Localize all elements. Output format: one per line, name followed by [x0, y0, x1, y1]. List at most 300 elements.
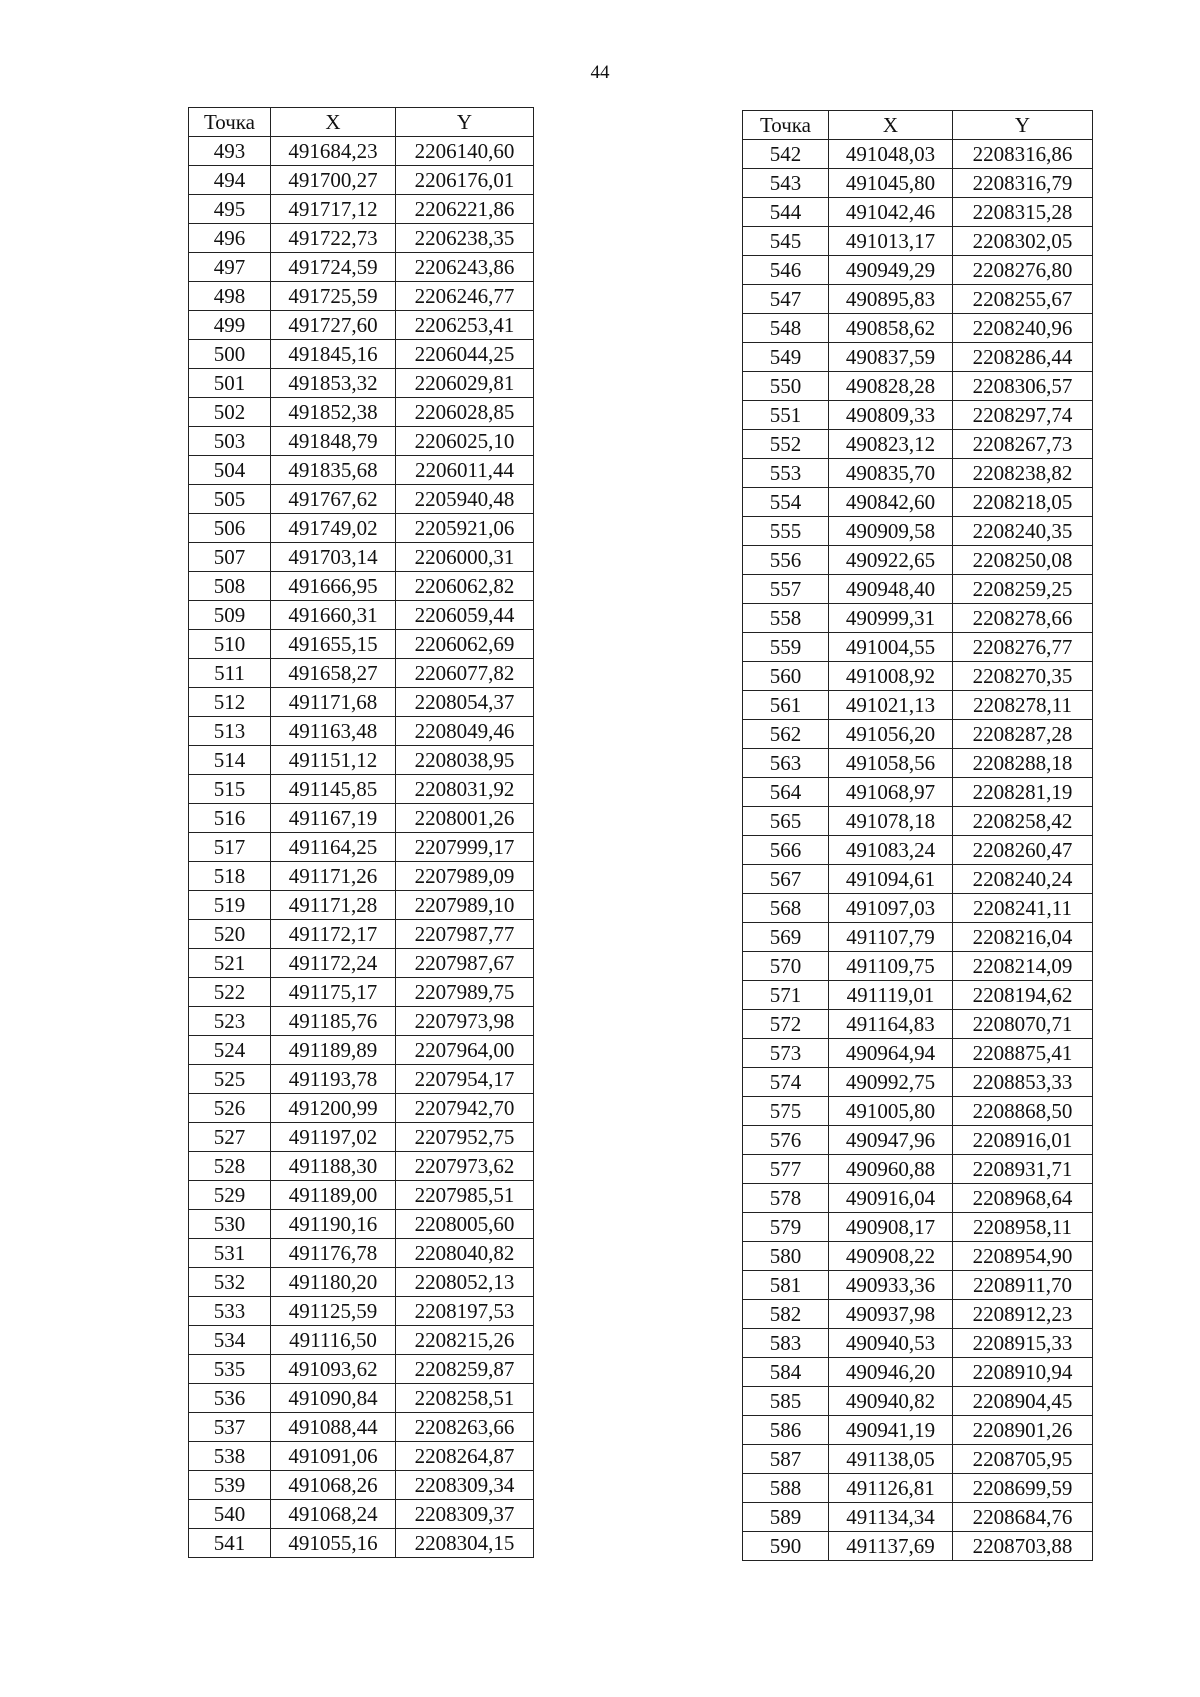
point-cell: 578: [743, 1184, 829, 1213]
table-row: [189, 253, 534, 282]
y-cell: 2206028,85: [396, 398, 534, 427]
point-cell: 519: [189, 891, 271, 920]
x-cell: 491200,99: [271, 1094, 396, 1123]
table-row: [743, 1271, 1093, 1300]
y-cell: 2208316,86: [953, 140, 1093, 169]
y-cell: 2208005,60: [396, 1210, 534, 1239]
table-row: [189, 1355, 534, 1384]
header-x: X: [271, 108, 396, 137]
y-cell: 2207973,98: [396, 1007, 534, 1036]
point-cell: 511: [189, 659, 271, 688]
table-row: [743, 546, 1093, 575]
x-cell: 491116,50: [271, 1326, 396, 1355]
point-cell: 535: [189, 1355, 271, 1384]
table-row: [743, 1503, 1093, 1532]
x-cell: 491137,69: [829, 1532, 953, 1561]
table-row: [743, 952, 1093, 981]
y-cell: 2208286,44: [953, 343, 1093, 372]
x-cell: 490908,17: [829, 1213, 953, 1242]
table-row: [189, 920, 534, 949]
x-cell: 490941,19: [829, 1416, 953, 1445]
y-cell: 2208194,62: [953, 981, 1093, 1010]
table-row: [189, 891, 534, 920]
point-cell: 517: [189, 833, 271, 862]
y-cell: 2208276,80: [953, 256, 1093, 285]
x-cell: 491056,20: [829, 720, 953, 749]
table-row: [189, 514, 534, 543]
x-cell: 490937,98: [829, 1300, 953, 1329]
point-cell: 565: [743, 807, 829, 836]
table-row: [743, 894, 1093, 923]
x-cell: 491172,24: [271, 949, 396, 978]
y-cell: 2208240,96: [953, 314, 1093, 343]
y-cell: 2208255,67: [953, 285, 1093, 314]
x-cell: 490940,82: [829, 1387, 953, 1416]
point-cell: 553: [743, 459, 829, 488]
x-cell: 491048,03: [829, 140, 953, 169]
x-cell: 491119,01: [829, 981, 953, 1010]
table-row: [743, 1184, 1093, 1213]
point-cell: 495: [189, 195, 271, 224]
y-cell: 2208853,33: [953, 1068, 1093, 1097]
point-cell: 576: [743, 1126, 829, 1155]
x-cell: 490842,60: [829, 488, 953, 517]
x-cell: 491004,55: [829, 633, 953, 662]
point-cell: 544: [743, 198, 829, 227]
point-cell: 582: [743, 1300, 829, 1329]
table-row: [189, 1094, 534, 1123]
table-row: [743, 343, 1093, 372]
point-cell: 558: [743, 604, 829, 633]
table-row: [743, 459, 1093, 488]
y-cell: 2208868,50: [953, 1097, 1093, 1126]
header-point: Точка: [743, 111, 829, 140]
x-cell: 490933,36: [829, 1271, 953, 1300]
x-cell: 490947,96: [829, 1126, 953, 1155]
point-cell: 563: [743, 749, 829, 778]
point-cell: 539: [189, 1471, 271, 1500]
point-cell: 586: [743, 1416, 829, 1445]
table-row: [743, 778, 1093, 807]
x-cell: 491660,31: [271, 601, 396, 630]
point-cell: 536: [189, 1384, 271, 1413]
y-cell: 2208258,51: [396, 1384, 534, 1413]
y-cell: 2208259,87: [396, 1355, 534, 1384]
point-cell: 543: [743, 169, 829, 198]
point-cell: 570: [743, 952, 829, 981]
table-row: [189, 340, 534, 369]
point-cell: 533: [189, 1297, 271, 1326]
x-cell: 490916,04: [829, 1184, 953, 1213]
y-cell: 2208931,71: [953, 1155, 1093, 1184]
table-row: [189, 137, 534, 166]
y-cell: 2206221,86: [396, 195, 534, 224]
x-cell: 491725,59: [271, 282, 396, 311]
x-cell: 491164,25: [271, 833, 396, 862]
x-cell: 491185,76: [271, 1007, 396, 1036]
table-row: [743, 691, 1093, 720]
x-cell: 491090,84: [271, 1384, 396, 1413]
y-cell: 2206077,82: [396, 659, 534, 688]
x-cell: 491097,03: [829, 894, 953, 923]
y-cell: 2208278,11: [953, 691, 1093, 720]
table-row: [743, 1445, 1093, 1474]
point-cell: 524: [189, 1036, 271, 1065]
x-cell: 491749,02: [271, 514, 396, 543]
x-cell: 490946,20: [829, 1358, 953, 1387]
table-row: [189, 1529, 534, 1558]
y-cell: 2207999,17: [396, 833, 534, 862]
table-row: [743, 981, 1093, 1010]
table-row: [189, 775, 534, 804]
table-row: [743, 401, 1093, 430]
point-cell: 560: [743, 662, 829, 691]
x-cell: 491655,15: [271, 630, 396, 659]
point-cell: 509: [189, 601, 271, 630]
point-cell: 548: [743, 314, 829, 343]
table-row: [189, 601, 534, 630]
x-cell: 490809,33: [829, 401, 953, 430]
point-cell: 493: [189, 137, 271, 166]
x-cell: 490949,29: [829, 256, 953, 285]
y-cell: 2208197,53: [396, 1297, 534, 1326]
point-cell: 556: [743, 546, 829, 575]
table-row: [189, 166, 534, 195]
table-row: [189, 949, 534, 978]
point-cell: 549: [743, 343, 829, 372]
point-cell: 583: [743, 1329, 829, 1358]
table-row: [189, 543, 534, 572]
y-cell: 2208287,28: [953, 720, 1093, 749]
table-row: [743, 285, 1093, 314]
table-row: [743, 633, 1093, 662]
point-cell: 504: [189, 456, 271, 485]
point-cell: 520: [189, 920, 271, 949]
x-cell: 491845,16: [271, 340, 396, 369]
point-cell: 568: [743, 894, 829, 923]
y-cell: 2208031,92: [396, 775, 534, 804]
y-cell: 2208267,73: [953, 430, 1093, 459]
point-cell: 528: [189, 1152, 271, 1181]
table-row: [189, 1065, 534, 1094]
y-cell: 2208705,95: [953, 1445, 1093, 1474]
point-cell: 500: [189, 340, 271, 369]
y-cell: 2205921,06: [396, 514, 534, 543]
table-row: [743, 256, 1093, 285]
point-cell: 577: [743, 1155, 829, 1184]
x-cell: 491091,06: [271, 1442, 396, 1471]
x-cell: 491853,32: [271, 369, 396, 398]
table-row: [743, 1242, 1093, 1271]
point-cell: 494: [189, 166, 271, 195]
point-cell: 501: [189, 369, 271, 398]
y-cell: 2208218,05: [953, 488, 1093, 517]
point-cell: 541: [189, 1529, 271, 1558]
y-cell: 2205940,48: [396, 485, 534, 514]
point-cell: 498: [189, 282, 271, 311]
point-cell: 542: [743, 140, 829, 169]
x-cell: 490922,65: [829, 546, 953, 575]
point-cell: 502: [189, 398, 271, 427]
point-cell: 507: [189, 543, 271, 572]
y-cell: 2208915,33: [953, 1329, 1093, 1358]
point-cell: 546: [743, 256, 829, 285]
point-cell: 575: [743, 1097, 829, 1126]
table-row: [743, 1213, 1093, 1242]
table-row: [189, 688, 534, 717]
x-cell: 491189,00: [271, 1181, 396, 1210]
x-cell: 491134,34: [829, 1503, 953, 1532]
table-row: [189, 282, 534, 311]
x-cell: 491188,30: [271, 1152, 396, 1181]
y-cell: 2208038,95: [396, 746, 534, 775]
point-cell: 567: [743, 865, 829, 894]
x-cell: 491180,20: [271, 1268, 396, 1297]
x-cell: 490964,94: [829, 1039, 953, 1068]
y-cell: 2207989,10: [396, 891, 534, 920]
point-cell: 555: [743, 517, 829, 546]
point-cell: 584: [743, 1358, 829, 1387]
point-cell: 532: [189, 1268, 271, 1297]
y-cell: 2208901,26: [953, 1416, 1093, 1445]
table-row: [743, 720, 1093, 749]
point-cell: 572: [743, 1010, 829, 1039]
table-row: [189, 1471, 534, 1500]
y-cell: 2208904,45: [953, 1387, 1093, 1416]
x-cell: 491163,48: [271, 717, 396, 746]
table-row: [743, 604, 1093, 633]
point-cell: 564: [743, 778, 829, 807]
x-cell: 491125,59: [271, 1297, 396, 1326]
point-cell: 557: [743, 575, 829, 604]
x-cell: 491193,78: [271, 1065, 396, 1094]
header-point: Точка: [189, 108, 271, 137]
x-cell: 491835,68: [271, 456, 396, 485]
table-row: [189, 1326, 534, 1355]
x-cell: 490837,59: [829, 343, 953, 372]
table-row: [743, 169, 1093, 198]
table-row: [743, 1126, 1093, 1155]
y-cell: 2208684,76: [953, 1503, 1093, 1532]
x-cell: 490999,31: [829, 604, 953, 633]
table-row: [743, 1300, 1093, 1329]
x-cell: 491164,83: [829, 1010, 953, 1039]
x-cell: 491078,18: [829, 807, 953, 836]
point-cell: 530: [189, 1210, 271, 1239]
x-cell: 491145,85: [271, 775, 396, 804]
point-cell: 559: [743, 633, 829, 662]
x-cell: 491684,23: [271, 137, 396, 166]
point-cell: 521: [189, 949, 271, 978]
x-cell: 491021,13: [829, 691, 953, 720]
x-cell: 491093,62: [271, 1355, 396, 1384]
y-cell: 2208316,79: [953, 169, 1093, 198]
y-cell: 2208216,04: [953, 923, 1093, 952]
y-cell: 2208309,34: [396, 1471, 534, 1500]
table-row: [743, 923, 1093, 952]
y-cell: 2208052,13: [396, 1268, 534, 1297]
table-row: [743, 749, 1093, 778]
y-cell: 2208278,66: [953, 604, 1093, 633]
y-cell: 2208309,37: [396, 1500, 534, 1529]
point-cell: 505: [189, 485, 271, 514]
point-cell: 590: [743, 1532, 829, 1561]
y-cell: 2207964,00: [396, 1036, 534, 1065]
y-cell: 2206062,82: [396, 572, 534, 601]
y-cell: 2208258,42: [953, 807, 1093, 836]
x-cell: 491088,44: [271, 1413, 396, 1442]
x-cell: 490940,53: [829, 1329, 953, 1358]
x-cell: 491167,19: [271, 804, 396, 833]
point-cell: 579: [743, 1213, 829, 1242]
table-row: [189, 1210, 534, 1239]
y-cell: 2208954,90: [953, 1242, 1093, 1271]
table-row: [189, 978, 534, 1007]
y-cell: 2207989,09: [396, 862, 534, 891]
point-cell: 506: [189, 514, 271, 543]
x-cell: 491172,17: [271, 920, 396, 949]
x-cell: 491005,80: [829, 1097, 953, 1126]
point-cell: 515: [189, 775, 271, 804]
x-cell: 491703,14: [271, 543, 396, 572]
x-cell: 491107,79: [829, 923, 953, 952]
y-cell: 2206062,69: [396, 630, 534, 659]
x-cell: 491176,78: [271, 1239, 396, 1268]
x-cell: 490948,40: [829, 575, 953, 604]
x-cell: 491068,24: [271, 1500, 396, 1529]
x-cell: 491722,73: [271, 224, 396, 253]
x-cell: 490909,58: [829, 517, 953, 546]
y-cell: 2208260,47: [953, 836, 1093, 865]
point-cell: 499: [189, 311, 271, 340]
table-row: [189, 427, 534, 456]
x-cell: 491058,56: [829, 749, 953, 778]
table-row: [743, 430, 1093, 459]
table-row: [189, 485, 534, 514]
point-cell: 551: [743, 401, 829, 430]
y-cell: 2208241,11: [953, 894, 1093, 923]
table-row: [189, 1181, 534, 1210]
point-cell: 513: [189, 717, 271, 746]
y-cell: 2208304,15: [396, 1529, 534, 1558]
point-cell: 503: [189, 427, 271, 456]
point-cell: 569: [743, 923, 829, 952]
x-cell: 491727,60: [271, 311, 396, 340]
table-row: [189, 862, 534, 891]
x-cell: 490835,70: [829, 459, 953, 488]
point-cell: 527: [189, 1123, 271, 1152]
point-cell: 508: [189, 572, 271, 601]
table-row: [743, 1039, 1093, 1068]
y-cell: 2208910,94: [953, 1358, 1093, 1387]
x-cell: 491171,26: [271, 862, 396, 891]
table-row: [189, 572, 534, 601]
table-row: [743, 314, 1093, 343]
x-cell: 491171,68: [271, 688, 396, 717]
point-cell: 497: [189, 253, 271, 282]
table-row: [743, 198, 1093, 227]
x-cell: 491767,62: [271, 485, 396, 514]
y-cell: 2207942,70: [396, 1094, 534, 1123]
point-cell: 561: [743, 691, 829, 720]
y-cell: 2208306,57: [953, 372, 1093, 401]
y-cell: 2207952,75: [396, 1123, 534, 1152]
table-row: [743, 1387, 1093, 1416]
y-cell: 2208054,37: [396, 688, 534, 717]
y-cell: 2208259,25: [953, 575, 1093, 604]
table-row: [743, 140, 1093, 169]
table-row: [189, 369, 534, 398]
coordinates-table-right: [742, 110, 1093, 1561]
y-cell: 2208302,05: [953, 227, 1093, 256]
point-cell: 562: [743, 720, 829, 749]
header-y: Y: [953, 111, 1093, 140]
y-cell: 2208916,01: [953, 1126, 1093, 1155]
page-number: 44: [590, 62, 610, 83]
x-cell: 491197,02: [271, 1123, 396, 1152]
point-cell: 566: [743, 836, 829, 865]
x-cell: 491175,17: [271, 978, 396, 1007]
header-row: [189, 108, 534, 137]
table-row: [189, 659, 534, 688]
y-cell: 2206000,31: [396, 543, 534, 572]
x-cell: 491138,05: [829, 1445, 953, 1474]
x-cell: 491190,16: [271, 1210, 396, 1239]
x-cell: 491724,59: [271, 253, 396, 282]
x-cell: 491126,81: [829, 1474, 953, 1503]
table-row: [189, 398, 534, 427]
y-cell: 2208958,11: [953, 1213, 1093, 1242]
table-row: [743, 372, 1093, 401]
x-cell: 491013,17: [829, 227, 953, 256]
point-cell: 531: [189, 1239, 271, 1268]
y-cell: 2208264,87: [396, 1442, 534, 1471]
point-cell: 518: [189, 862, 271, 891]
point-cell: 538: [189, 1442, 271, 1471]
y-cell: 2206246,77: [396, 282, 534, 311]
header-y: Y: [396, 108, 534, 137]
header-row: [743, 111, 1093, 140]
table-row: [743, 1068, 1093, 1097]
table-row: [743, 488, 1093, 517]
table-row: [743, 1474, 1093, 1503]
y-cell: 2206025,10: [396, 427, 534, 456]
y-cell: 2208912,23: [953, 1300, 1093, 1329]
point-cell: 537: [189, 1413, 271, 1442]
point-cell: 496: [189, 224, 271, 253]
x-cell: 491068,26: [271, 1471, 396, 1500]
x-cell: 491151,12: [271, 746, 396, 775]
y-cell: 2208001,26: [396, 804, 534, 833]
point-cell: 510: [189, 630, 271, 659]
table-row: [189, 1123, 534, 1152]
y-cell: 2208070,71: [953, 1010, 1093, 1039]
point-cell: 574: [743, 1068, 829, 1097]
table-row: [743, 836, 1093, 865]
table-row: [743, 227, 1093, 256]
table-row: [743, 1416, 1093, 1445]
y-cell: 2208215,26: [396, 1326, 534, 1355]
y-cell: 2208968,64: [953, 1184, 1093, 1213]
point-cell: 522: [189, 978, 271, 1007]
y-cell: 2207987,77: [396, 920, 534, 949]
point-cell: 571: [743, 981, 829, 1010]
point-cell: 540: [189, 1500, 271, 1529]
point-cell: 554: [743, 488, 829, 517]
table-row: [189, 456, 534, 485]
table-row: [189, 1384, 534, 1413]
point-cell: 529: [189, 1181, 271, 1210]
